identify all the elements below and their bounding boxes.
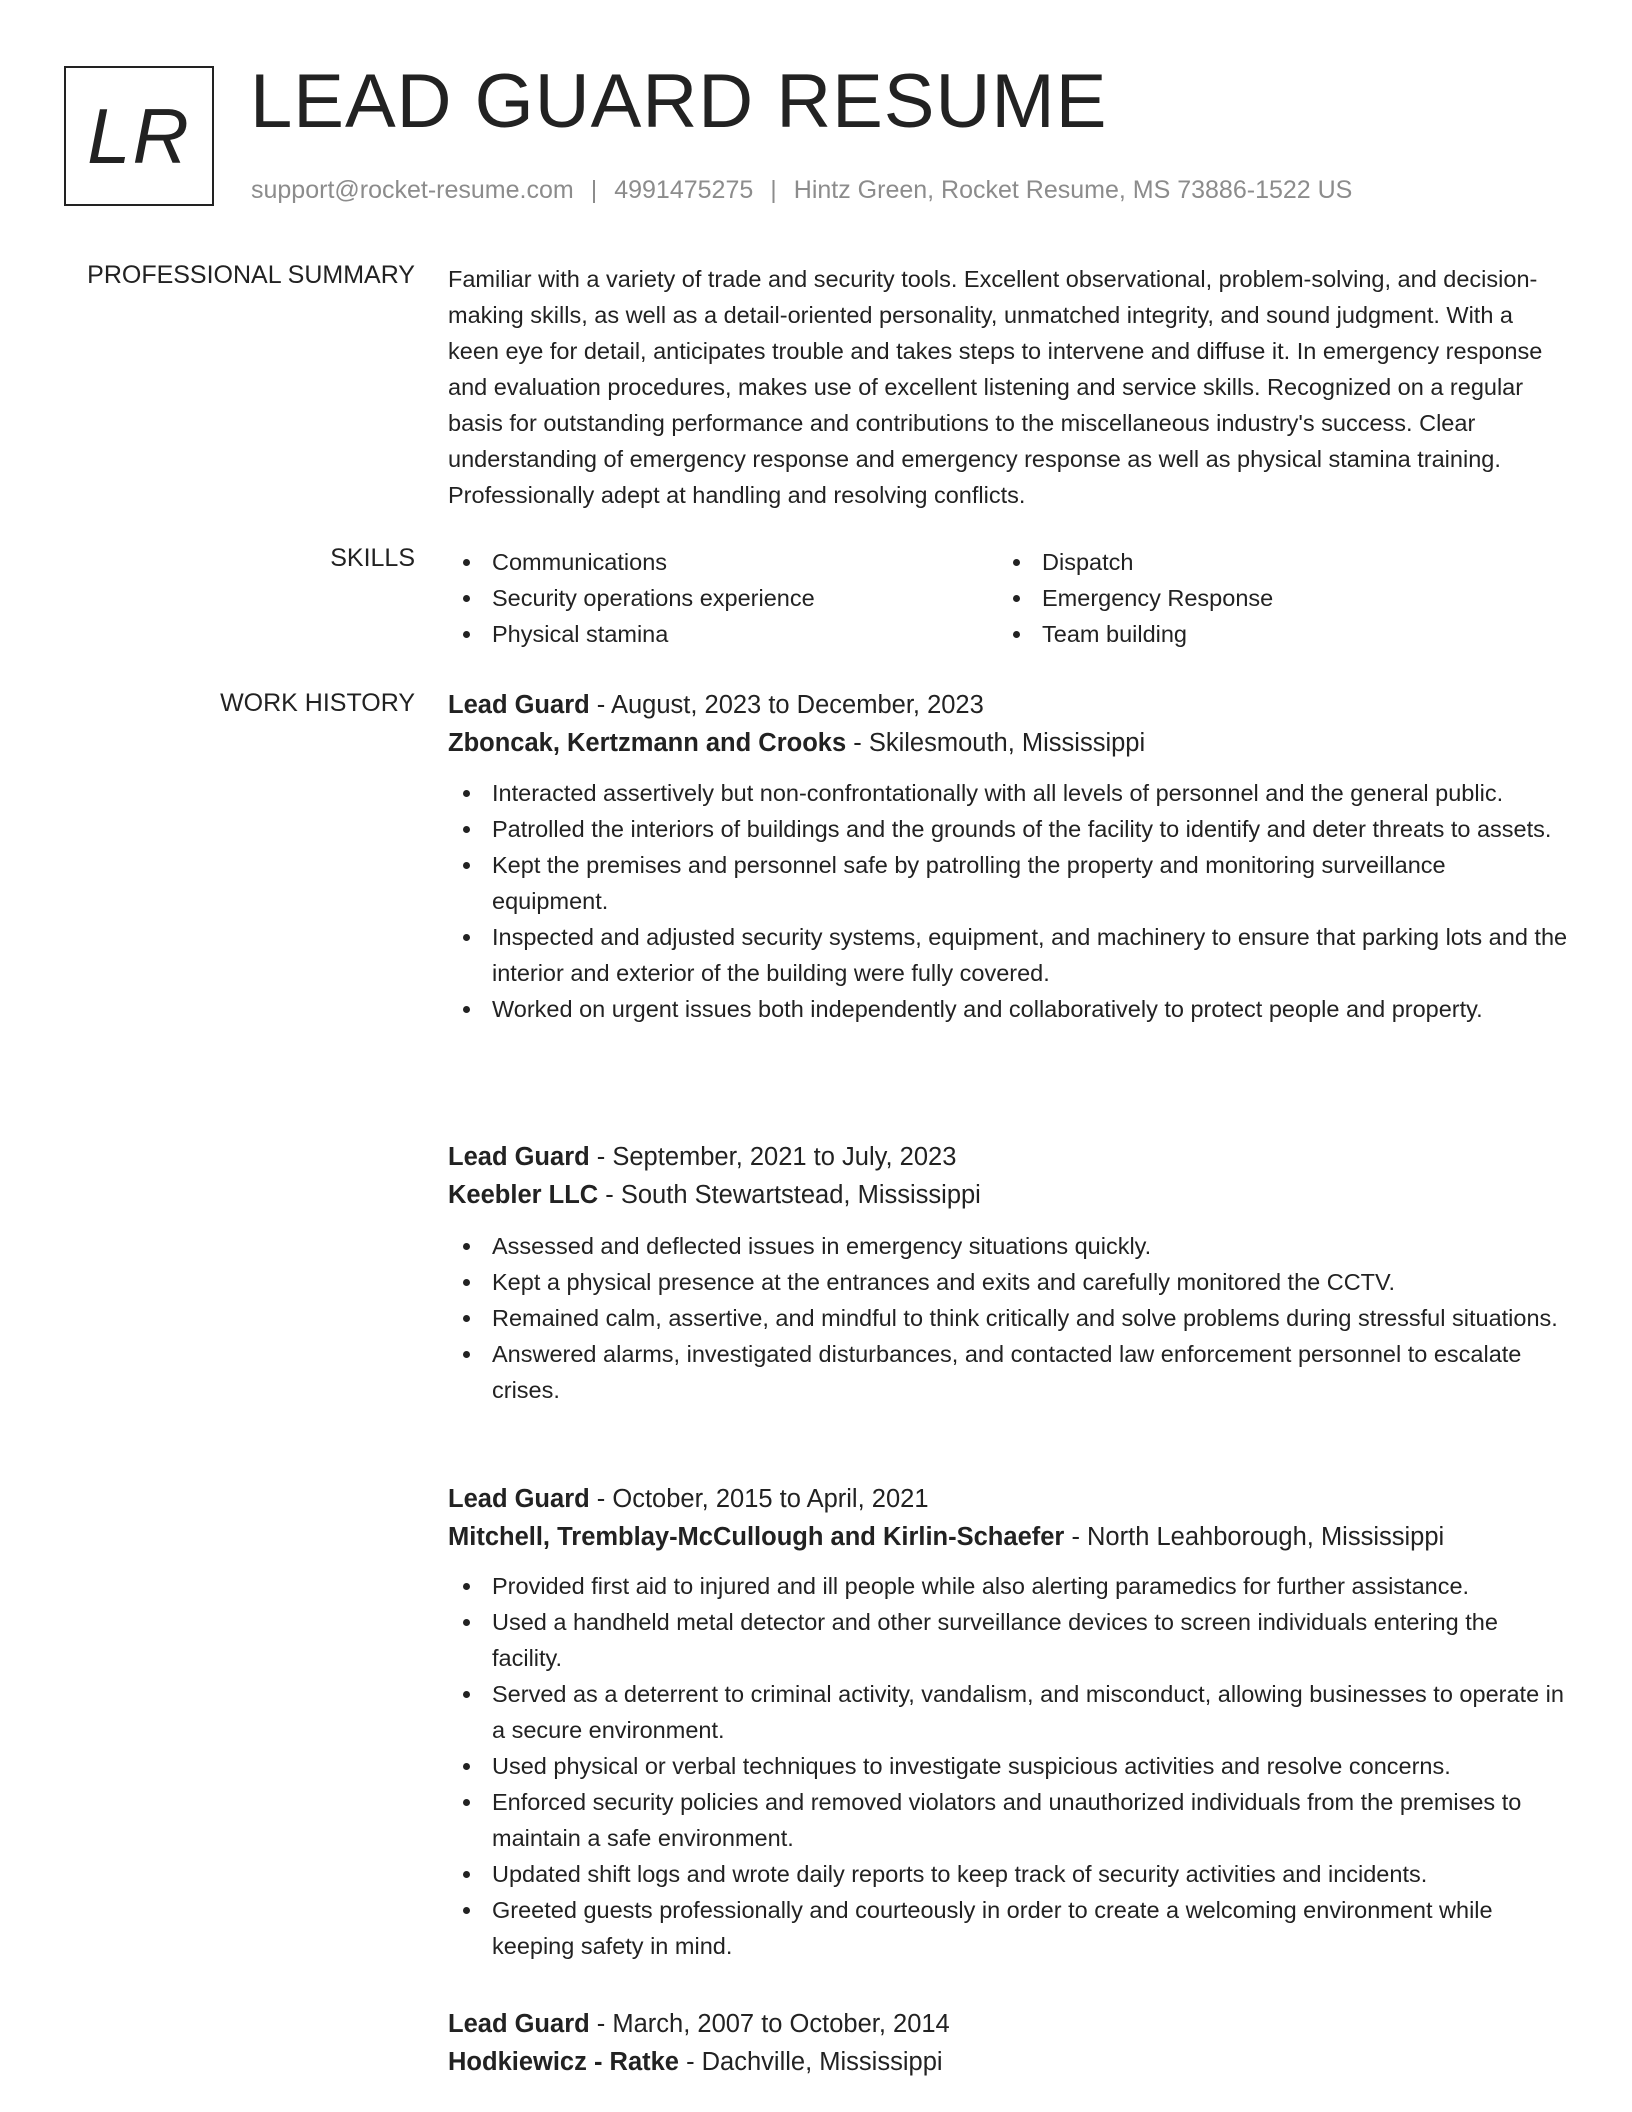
skill-item: Security operations experience [448,580,998,616]
job-title-line [448,1480,1568,1518]
summary-body [448,261,1568,513]
duty-item: Greeted guests professionally and courteously in order to create a welcoming environment while keeping safety in mind. [448,1892,1568,1964]
job-company: Keebler LLC [448,1181,599,1209]
job-entry [448,686,1568,1027]
duty-item: Updated shift logs and wrote daily reports to keep track of security activities and incidents. [448,1856,1568,1892]
contact-phone[interactable]: 4991475275 [614,176,754,204]
job-title-line [448,1138,1568,1176]
job-title: Lead Guard [448,1143,590,1171]
contact-line [251,176,1352,205]
job-location: - North Leahborough, Mississippi [1064,1523,1445,1551]
job-location: - Skilesmouth, Mississippi [846,729,1146,757]
skills-column-right [998,544,1548,652]
job-dates: - March, 2007 to October, 2014 [589,2010,950,2038]
duty-item: Assessed and deflected issues in emergency situations quickly. [448,1228,1568,1264]
job-company: Zboncak, Kertzmann and Crooks [448,729,847,757]
work-history-heading: WORK HISTORY [220,689,415,717]
duty-item: Kept the premises and personnel safe by patrolling the property and monitoring surveillance equipment. [448,847,1568,919]
job-entry [448,2005,1568,2081]
resume-title: LEAD GUARD RESUME [250,59,1108,144]
duty-item: Interacted assertively but non-confrontationally with all levels of personnel and the general public. [448,775,1568,811]
job-title: Lead Guard [448,691,590,719]
job-company-line [448,2043,1568,2081]
job-dates: - October, 2015 to April, 2021 [589,1485,929,1513]
job-location: - South Stewartstead, Mississippi [598,1181,981,1209]
duty-item: Used physical or verbal techniques to investigate suspicious activities and resolve concerns. [448,1748,1568,1784]
contact-separator: | [590,176,598,204]
job-duties [448,775,1568,1027]
job-entry [448,1480,1568,1964]
job-entry [448,1138,1568,1408]
monogram-initials: LR [87,91,191,180]
skill-item: Dispatch [998,544,1548,580]
duty-item: Enforced security policies and removed violators and unauthorized individuals from the premises to maintain a safe environment. [448,1784,1568,1856]
job-dates: - August, 2023 to December, 2023 [589,691,984,719]
summary-heading: PROFESSIONAL SUMMARY [87,261,415,289]
duty-item: Answered alarms, investigated disturbances, and contacted law enforcement personnel to escalate crises. [448,1336,1568,1408]
contact-separator: | [770,176,777,204]
job-dates: - September, 2021 to July, 2023 [589,1143,957,1171]
duty-item: Kept a physical presence at the entrances and exits and carefully monitored the CCTV. [448,1264,1568,1300]
skills-column-left [448,544,998,652]
duty-item: Remained calm, assertive, and mindful to think critically and solve problems during stressful situations. [448,1300,1568,1336]
job-company-line [448,1176,1568,1214]
job-company: Mitchell, Tremblay-McCullough and Kirlin-Schaefer [448,1523,1065,1551]
duty-item: Served as a deterrent to criminal activity, vandalism, and misconduct, allowing businesses to operate in a secure environment. [448,1676,1568,1748]
job-duties [448,1228,1568,1408]
duty-item: Patrolled the interiors of buildings and the grounds of the facility to identify and deter threats to assets. [448,811,1568,847]
job-company: Hodkiewicz - Ratke [448,2048,679,2076]
summary-text: Familiar with a variety of trade and security tools. Excellent observational, problem-solving, and decision-making skills, as well as a detail-oriented personality, unmatched integrity, and sound judgment. With a keen eye for detail, anticipates trouble and takes steps to intervene and diffuse it. In emergency response and evaluation procedures, makes use of excellent listening and service skills. Recognized on a regular basis for outstanding performance and contributions to the miscellaneous industry's success. Clear understanding of emergency response and emergency response as well as physical stamina training. Professionally adept at handling and resolving conflicts. [448,266,1543,508]
skill-item: Team building [998,616,1548,652]
duty-item: Provided first aid to injured and ill people while also alerting paramedics for further assistance. [448,1568,1568,1604]
contact-address: Hintz Green, Rocket Resume, MS 73886-1522 US [793,176,1353,204]
job-title-line [448,686,1568,724]
skills-grid [448,544,1568,652]
job-duties [448,1568,1568,1964]
job-title-line [448,2005,1568,2043]
job-company-line [448,724,1568,762]
contact-email[interactable]: support@rocket-resume.com [251,176,574,204]
duty-item: Used a handheld metal detector and other surveillance devices to screen individuals entering the facility. [448,1604,1568,1676]
skill-item: Physical stamina [448,616,998,652]
duty-item: Worked on urgent issues both independently and collaboratively to protect people and property. [448,991,1568,1027]
job-company-line [448,1518,1568,1556]
duty-item: Inspected and adjusted security systems, equipment, and machinery to ensure that parking lots and the interior and exterior of the building were fully covered. [448,919,1568,991]
skill-item: Communications [448,544,998,580]
job-title: Lead Guard [448,2010,590,2038]
skills-body [448,544,1568,652]
skills-heading: SKILLS [330,544,415,572]
skill-item: Emergency Response [998,580,1548,616]
job-location: - Dachville, Mississippi [678,2048,943,2076]
monogram-logo [64,66,214,206]
job-title: Lead Guard [448,1485,590,1513]
